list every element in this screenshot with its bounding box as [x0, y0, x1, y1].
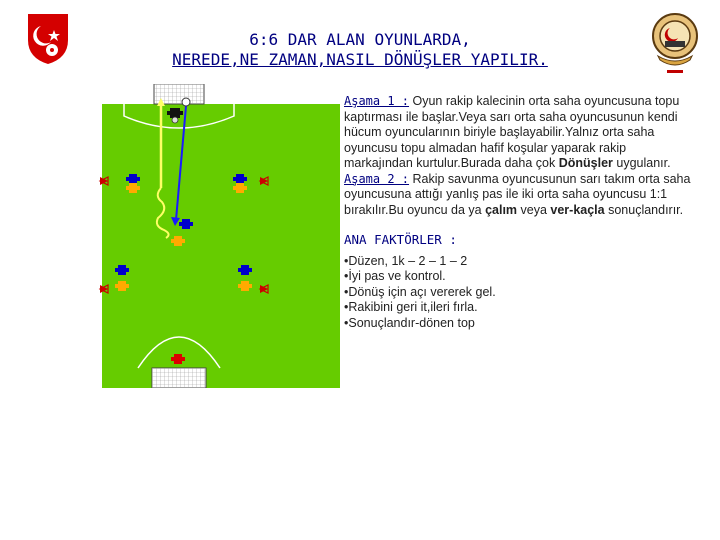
stage-2-text-c: sonuçlandırır.: [604, 202, 684, 217]
coaches-association-seal-logo: [650, 8, 700, 76]
stage-2-label: Aşama 2 :: [344, 171, 410, 186]
stage-2-bold-2: ver-kaçla: [550, 202, 605, 217]
pitch: [102, 104, 340, 388]
stage-2-bold-1: çalım: [485, 202, 518, 217]
stage-1-label: Aşama 1 :: [344, 94, 410, 108]
factor-item: •Sonuçlandır-dönen top: [344, 315, 475, 330]
factors-title: ANA FAKTÖRLER :: [344, 232, 457, 247]
stage-1: [344, 94, 696, 172]
tff-crest-logo: [8, 10, 92, 66]
factor-item: •İyi pas ve kontrol.: [344, 269, 446, 283]
factor-item: •Düzen, 1k – 2 – 1 – 2: [344, 253, 468, 268]
factor-item: •Dönüş için açı vererek gel.: [344, 284, 496, 299]
ball: [182, 98, 190, 106]
stage-1-text-b: uygulanır.: [612, 156, 671, 170]
factor-item: •Rakibini geri it,ileri fırla.: [344, 300, 478, 314]
title-line-2: NEREDE,NE ZAMAN,NASIL DÖNÜŞLER YAPILIR.: [172, 50, 548, 69]
title-line-1: 6:6 DAR ALAN OYUNLARDA,: [249, 30, 471, 49]
stage-2: [344, 172, 696, 219]
stage-1-bold: Dönüşler: [558, 156, 613, 170]
stage-2-text-a: Rakip savunma oyuncusunun sarı takım orta saha oyuncusuna attığı yanlış pas ile iki orta saha oyuncusu 1:1 bırakılır.Bu oyuncu da ya: [344, 171, 691, 217]
stage-1-text-a: Oyun rakip kalecinin orta saha oyuncusuna topu kaptırması ile başlar.Veya sarı orta saha oyuncusunun kendi hücum oyuncularının biriyle başlayabilir.Yalnız orta saha oyuncusu topu almadan hafif koşular yaparak rakip markajından kurtulur.Burada daha çok: [344, 94, 680, 170]
drill-description: [344, 94, 696, 331]
drill-diagram: [96, 84, 340, 388]
factors-list: [344, 254, 696, 332]
stage-2-text-b: veya: [517, 202, 551, 217]
page-title: [120, 30, 600, 70]
